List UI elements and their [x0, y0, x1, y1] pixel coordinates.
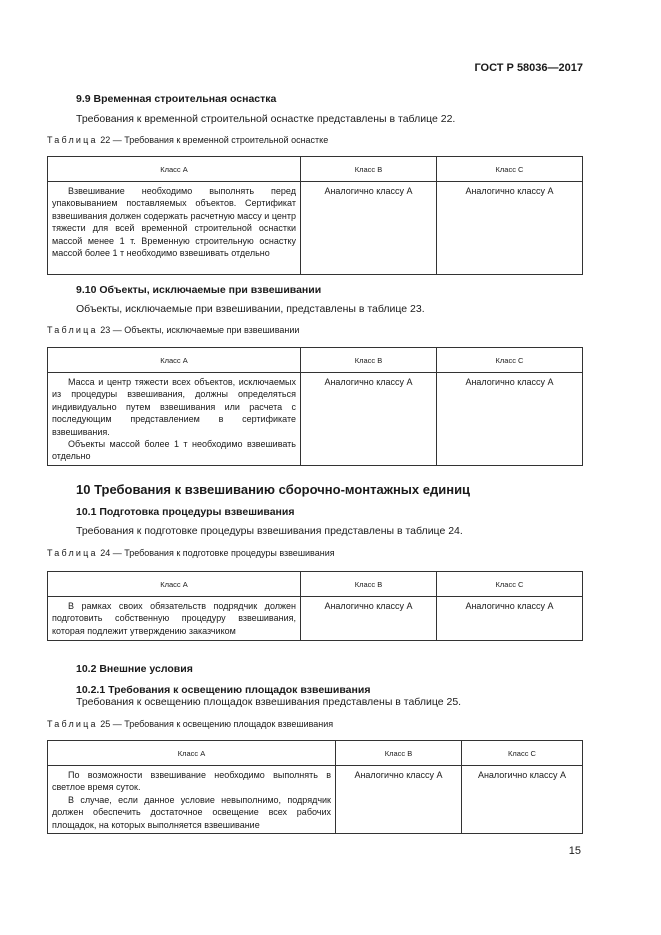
- table-22-cell-c: Аналогично классу А: [437, 182, 583, 275]
- col-header-class-b: Класс В: [301, 572, 437, 597]
- section-10-2-1-heading: 10.2.1 Требования к освещению площадок взвешивания: [76, 684, 371, 696]
- col-header-class-a: Класс А: [48, 572, 301, 597]
- table-22-caption-prefix: Таблица: [47, 135, 98, 145]
- table-25-caption: [47, 719, 333, 729]
- page-number: 15: [568, 845, 581, 857]
- section-10-1-text: Требования к подготовке процедуры взвешивания представлены в таблице 24.: [76, 525, 463, 537]
- table-24-caption: [47, 548, 335, 558]
- table-22-caption-text: 22 — Требования к временной строительной оснастке: [97, 135, 329, 145]
- table-25-caption-text: 25 — Требования к освещению площадок взвешивания: [97, 719, 334, 729]
- table-23-cell-c: Аналогично классу А: [437, 373, 583, 466]
- table-24-caption-text: 24 — Требования к подготовке процедуры взвешивания: [97, 548, 335, 558]
- section-9-10-heading: 9.10 Объекты, исключаемые при взвешивании: [76, 284, 322, 296]
- section-9-9-heading: 9.9 Временная строительная оснастка: [76, 93, 277, 105]
- standard-code: ГОСТ Р 58036—2017: [474, 62, 583, 74]
- col-header-class-b: Класс В: [336, 741, 462, 766]
- col-header-class-c: Класс С: [437, 157, 583, 182]
- table-22-cell-a: Взвешивание необходимо выполнять перед упаковыванием поставляемых объектов. Сертификат взвешивания должен содержать расчетную массу и центр тяжести для всей временной строительной оснастки массой менее 1 т. Временную строительную оснастку массой более 1 т необходимо взвешивать отдельно: [48, 182, 301, 275]
- table-23: [47, 347, 583, 466]
- table-25-cell-a-para-2: В случае, если данное условие невыполнимо, подрядчик должен обеспечить достаточное освещение всех рабочих площадок, на которых выполняется взвешивание: [52, 794, 331, 830]
- table-24-cell-b: Аналогично классу А: [301, 597, 437, 641]
- section-9-9-text: Требования к временной строительной оснастке представлены в таблице 22.: [76, 113, 456, 125]
- table-23-caption-prefix: Таблица: [47, 325, 98, 335]
- table-23-cell-b: Аналогично классу А: [301, 373, 437, 466]
- col-header-class-a: Класс А: [48, 348, 301, 373]
- table-25-cell-a-para-1: По возможности взвешивание необходимо выполнять в светлое время суток.: [52, 770, 331, 793]
- table-23-cell-a: [48, 373, 301, 466]
- section-10-2-1-text: Требования к освещению площадок взвешивания представлены в таблице 25.: [76, 696, 462, 708]
- col-header-class-a: Класс А: [48, 741, 336, 766]
- table-24-cell-c: Аналогично классу А: [437, 597, 583, 641]
- section-10-heading: 10 Требования к взвешиванию сборочно-монтажных единиц: [76, 482, 471, 497]
- table-24-caption-prefix: Таблица: [47, 548, 98, 558]
- section-10-1-heading: 10.1 Подготовка процедуры взвешивания: [76, 506, 295, 518]
- table-25-cell-a: [48, 766, 336, 834]
- table-23-cell-a-para-1: Масса и центр тяжести всех объектов, исключаемых из процедуры взвешивания, должны определяться индивидуально путем взвешивания или расчета с последующим представлением в сертификате взвешивания.: [52, 377, 296, 437]
- table-23-cell-a-para-2: Объекты массой более 1 т необходимо взвешивать отдельно: [52, 439, 296, 462]
- col-header-class-c: Класс С: [437, 348, 583, 373]
- col-header-class-a: Класс А: [48, 157, 301, 182]
- col-header-class-b: Класс В: [301, 157, 437, 182]
- col-header-class-c: Класс С: [462, 741, 583, 766]
- section-10-2-heading: 10.2 Внешние условия: [76, 663, 193, 675]
- section-9-10-text: Объекты, исключаемые при взвешивании, представлены в таблице 23.: [76, 303, 425, 315]
- table-24: [47, 571, 583, 641]
- table-22-cell-b: Аналогично классу А: [301, 182, 437, 275]
- table-25-cell-b: Аналогично классу А: [336, 766, 462, 834]
- col-header-class-c: Класс С: [437, 572, 583, 597]
- table-23-caption-text: 23 — Объекты, исключаемые при взвешивании: [97, 325, 300, 335]
- table-24-cell-a: В рамках своих обязательств подрядчик должен подготовить собственную процедуру взвешивания, которая подлежит утверждению заказчиком: [48, 597, 301, 641]
- table-25-cell-c: Аналогично классу А: [462, 766, 583, 834]
- table-22: [47, 156, 583, 275]
- table-22-caption: [47, 135, 328, 145]
- table-23-caption: [47, 325, 299, 335]
- col-header-class-b: Класс В: [301, 348, 437, 373]
- table-25-caption-prefix: Таблица: [47, 719, 98, 729]
- table-25: [47, 740, 583, 834]
